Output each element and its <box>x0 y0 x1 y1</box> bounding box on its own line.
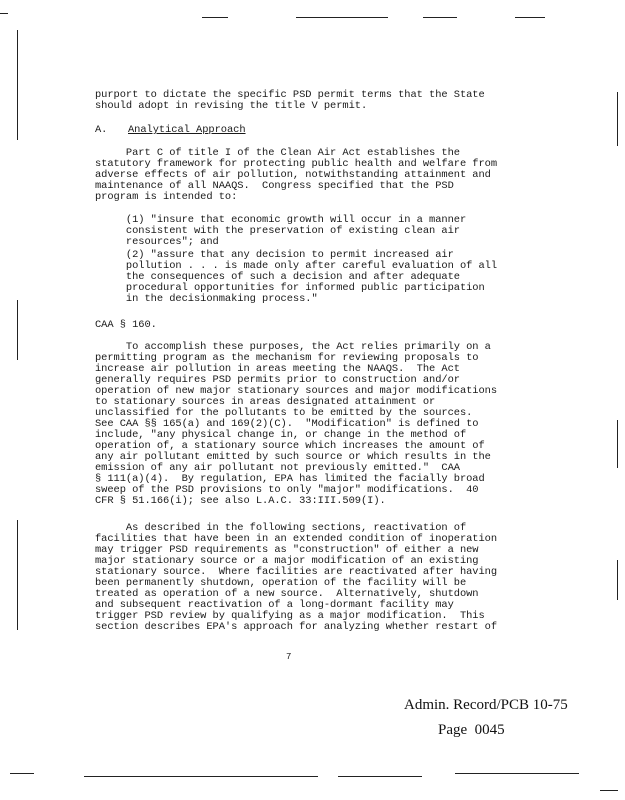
scan-border-left-2 <box>17 300 18 360</box>
reactivation-line-7: treated as operation of a new source. Alternatively, shutdown <box>95 588 479 600</box>
scan-border-bottom-2 <box>84 776 318 777</box>
scan-border-bottom <box>10 773 34 774</box>
section-title: Analytical Approach <box>128 124 246 136</box>
scan-border-top-2 <box>296 17 388 18</box>
quote-line-3: resources"; and <box>95 236 219 248</box>
quote-line-7: procedural opportunities for informed public participation <box>95 282 485 294</box>
section-letter: A. <box>95 124 108 136</box>
partc-line-2: statutory framework for protecting public health and welfare from <box>95 158 498 170</box>
quote-line-5: pollution . . . is made only after careful evaluation of all <box>95 260 498 272</box>
reactivation-line-8: and subsequent reactivation of a long-dormant facility may <box>95 599 454 611</box>
scan-border-top <box>202 17 228 18</box>
purposes-line-7: unclassified for the pollutants to be emitted by the sources. <box>95 407 473 419</box>
page-number: 7 <box>286 652 292 662</box>
reactivation-line-1: As described in the following sections, reactivation of <box>95 522 467 534</box>
stamp-page-label: Page 0045 <box>438 722 505 738</box>
reactivation-line-10: section describes EPA's approach for analyzing whether restart of <box>95 621 498 633</box>
purposes-line-12: emission of any air pollutant not previously emitted." CAA <box>95 462 460 474</box>
purposes-line-2: permitting program as the mechanism for reviewing proposals to <box>95 352 479 364</box>
scan-border-right-3 <box>617 560 618 600</box>
purposes-line-8: See CAA §§ 165(a) and 169(2)(C). "Modification" is defined to <box>95 418 479 430</box>
purposes-line-9: include, "any physical change in, or change in the method of <box>95 429 467 441</box>
intro-line-2: should adopt in revising the title V permit. <box>95 100 368 112</box>
quote-line-1: (1) "insure that economic growth will occur in a manner <box>95 214 467 226</box>
partc-line-3: adverse effects of air pollution, notwithstanding attainment and <box>95 169 491 181</box>
scan-border-bottom-4 <box>455 773 579 774</box>
scan-border-top-4 <box>515 17 545 18</box>
partc-line-1: Part C of title I of the Clean Air Act establishes the <box>95 147 460 159</box>
purposes-line-15: CFR § 51.166(i); see also L.A.C. 33:III.509(I). <box>95 495 386 507</box>
reactivation-line-4: major stationary source or a major modification of an existing <box>95 555 479 567</box>
purposes-line-4: generally requires PSD permits prior to construction and/or <box>95 374 460 386</box>
reactivation-line-2: facilities that have been in an extended condition of inoperation <box>95 533 498 545</box>
purposes-line-1: To accomplish these purposes, the Act relies primarily on a <box>95 341 491 353</box>
reactivation-line-9: trigger PSD review by qualifying as a major modification. This <box>95 610 485 622</box>
citation: CAA § 160. <box>95 319 157 331</box>
quote-line-2: consistent with the preservation of existing clean air <box>95 225 460 237</box>
quote-line-8: in the decisionmaking process." <box>95 293 318 305</box>
purposes-line-11: any air pollutant emitted by such source or which results in the <box>95 451 491 463</box>
partc-line-4: maintenance of all NAAQS. Congress specified that the PSD <box>95 180 454 192</box>
quote-line-6: the consequences of such a decision and after adequate <box>95 271 460 283</box>
scan-border-bottom-3 <box>338 776 422 777</box>
scan-border-left <box>17 30 18 140</box>
purposes-line-14: sweep of the PSD provisions to only "major" modifications. 40 <box>95 484 479 496</box>
purposes-line-5: operation of new major stationary sources and major modifications <box>95 385 498 397</box>
reactivation-line-5: stationary source. Where facilities are reactivated after having <box>95 566 498 578</box>
scan-border-right-2 <box>617 420 618 468</box>
scan-border-left-3 <box>17 520 18 630</box>
scan-border-bottom-5 <box>600 790 618 791</box>
stamp-record-label: Admin. Record/PCB 10-75 <box>404 697 568 713</box>
partc-line-5: program is intended to: <box>95 191 238 203</box>
intro-line-1: purport to dictate the specific PSD permit terms that the State <box>95 89 485 101</box>
scan-border-top-left <box>0 13 8 14</box>
reactivation-line-3: may trigger PSD requirements as "construction" of either a new <box>95 544 479 556</box>
purposes-line-6: to stationary sources in areas designated attainment or <box>95 396 436 408</box>
quote-line-4: (2) "assure that any decision to permit increased air <box>95 249 454 261</box>
scan-border-top-3 <box>423 17 457 18</box>
purposes-line-13: § 111(a)(4). By regulation, EPA has limited the facially broad <box>95 473 485 485</box>
purposes-line-3: increase air pollution in areas meeting the NAAQS. The Act <box>95 363 460 375</box>
purposes-line-10: operation of, a stationary source which increases the amount of <box>95 440 485 452</box>
reactivation-line-6: been permanently shutdown, operation of the facility will be <box>95 577 467 589</box>
scan-border-right <box>617 92 618 146</box>
